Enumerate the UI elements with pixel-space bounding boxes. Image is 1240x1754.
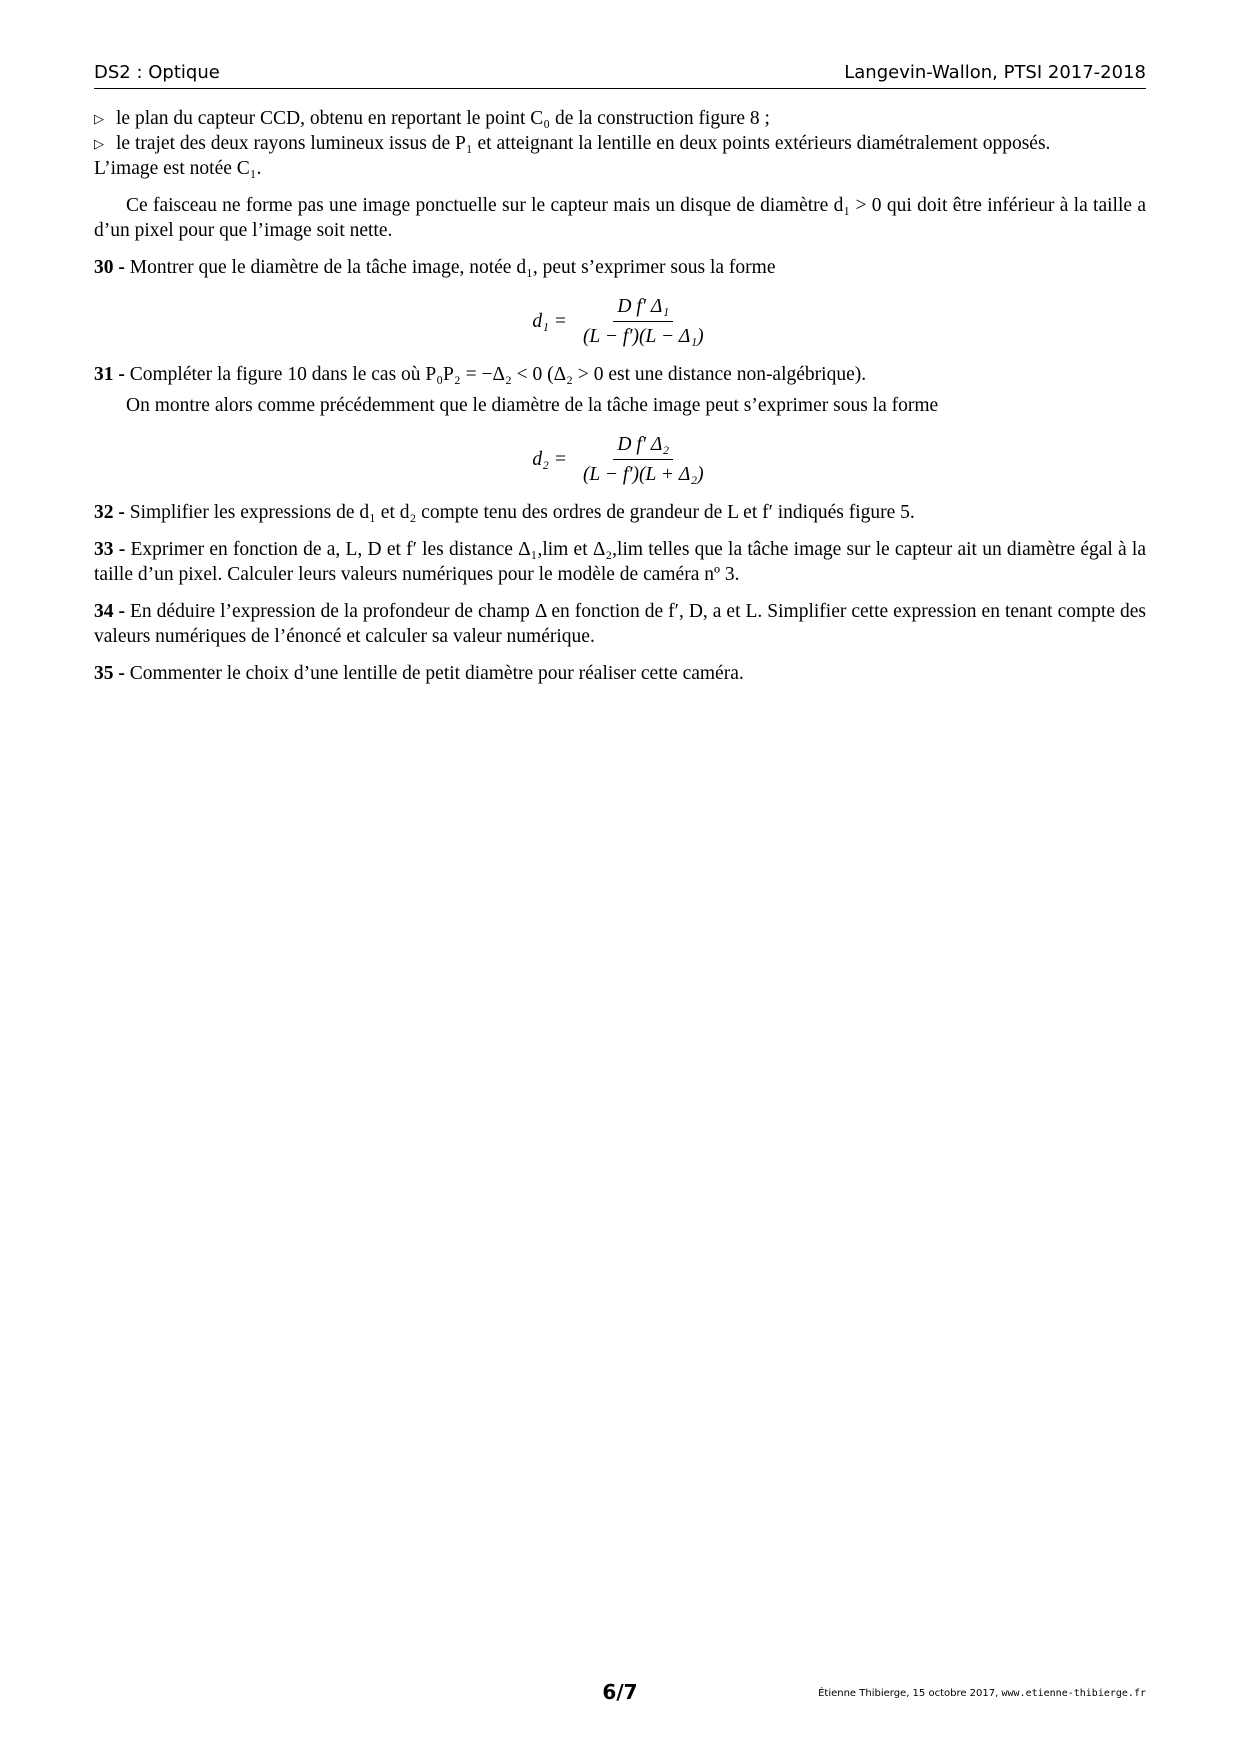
- question-number: 32 -: [94, 502, 125, 523]
- fraction-numerator: D f′ Δ₂: [613, 432, 673, 460]
- question-text: Commenter le choix d’une lentille de petit diamètre pour réaliser cette caméra.: [129, 663, 744, 684]
- question-text: Simplifier les expressions de d₁ et d₂ compte tenu des ordres de grandeur de L et f′ indiqués figure 5.: [129, 502, 915, 523]
- header-course: Langevin-Wallon, PTSI 2017-2018: [844, 62, 1146, 83]
- image-note: L’image est notée C₁.: [94, 158, 262, 179]
- triangle-bullet-icon: ▷: [94, 136, 104, 151]
- question-text: Montrer que le diamètre de la tâche image, notée d₁, peut s’exprimer sous la forme: [129, 257, 776, 278]
- question-31: [94, 362, 1146, 387]
- question-number: 30 -: [94, 257, 125, 278]
- page-header: [94, 60, 1146, 89]
- footer-credit: [818, 1688, 1146, 1699]
- question-31-follow: On montre alors comme précédemment que le diamètre de la tâche image peut s’exprimer sous la forme: [126, 395, 939, 416]
- question-text: En déduire l’expression de la profondeur de champ Δ en fonction de f′, D, a et L. Simplifier cette expression en tenant compte des valeurs numériques de l’énoncé et calculer sa valeur numérique.: [94, 601, 1146, 647]
- question-number: 34 -: [94, 601, 125, 622]
- fraction-denominator: (L − f′)(L + Δ₂): [582, 463, 704, 485]
- fraction-numerator: D f′ Δ₁: [613, 294, 673, 322]
- equation-lhs: d₂ =: [532, 448, 567, 470]
- page-content: [94, 106, 1146, 686]
- footer-url[interactable]: www.etienne-thibierge.fr: [1001, 1688, 1146, 1699]
- question-number: 31 -: [94, 364, 125, 385]
- question-32: [94, 500, 1146, 525]
- triangle-bullet-icon: ▷: [94, 111, 104, 126]
- equation-fraction: [579, 294, 708, 349]
- equation-fraction: [579, 432, 708, 487]
- equation-d2: [94, 432, 1146, 486]
- question-33: [94, 537, 1146, 587]
- fraction-denominator: (L − f′)(L − Δ₁): [582, 325, 704, 347]
- equation-d1: [94, 294, 1146, 348]
- question-text: Compléter la figure 10 dans le cas où P₀P₂ = −Δ₂ < 0 (Δ₂ > 0 est une distance non-algébrique).: [129, 364, 867, 385]
- question-30: [94, 255, 1146, 280]
- header-title: DS2 : Optique: [94, 62, 220, 83]
- footer-author: Étienne Thibierge, 15 octobre 2017,: [818, 1688, 999, 1699]
- equation-lhs: d₁ =: [532, 310, 567, 332]
- list-item: ▷ le trajet des deux rayons lumineux issus de P₁ et atteignant la lentille en deux points extérieurs diamétralement opposés.: [94, 133, 1051, 154]
- list-item: ▷ le plan du capteur CCD, obtenu en reportant le point C₀ de la construction figure 8 ;: [94, 108, 770, 129]
- question-number: 33 -: [94, 539, 126, 560]
- question-34: [94, 599, 1146, 649]
- question-35: [94, 661, 1146, 686]
- question-number: 35 -: [94, 663, 125, 684]
- page-number: 6/7: [602, 1680, 638, 1704]
- question-text: Exprimer en fonction de a, L, D et f′ les distance Δ₁,lim et Δ₂,lim telles que la tâche image sur le capteur ait un diamètre égal à la taille d’un pixel. Calculer leurs valeurs numériques pour le modèle de caméra nº 3.: [94, 539, 1146, 585]
- intro-paragraph: Ce faisceau ne forme pas une image ponctuelle sur le capteur mais un disque de diamètre d₁ > 0 qui doit être inférieur à la taille a d’un pixel pour que l’image soit nette.: [94, 195, 1146, 241]
